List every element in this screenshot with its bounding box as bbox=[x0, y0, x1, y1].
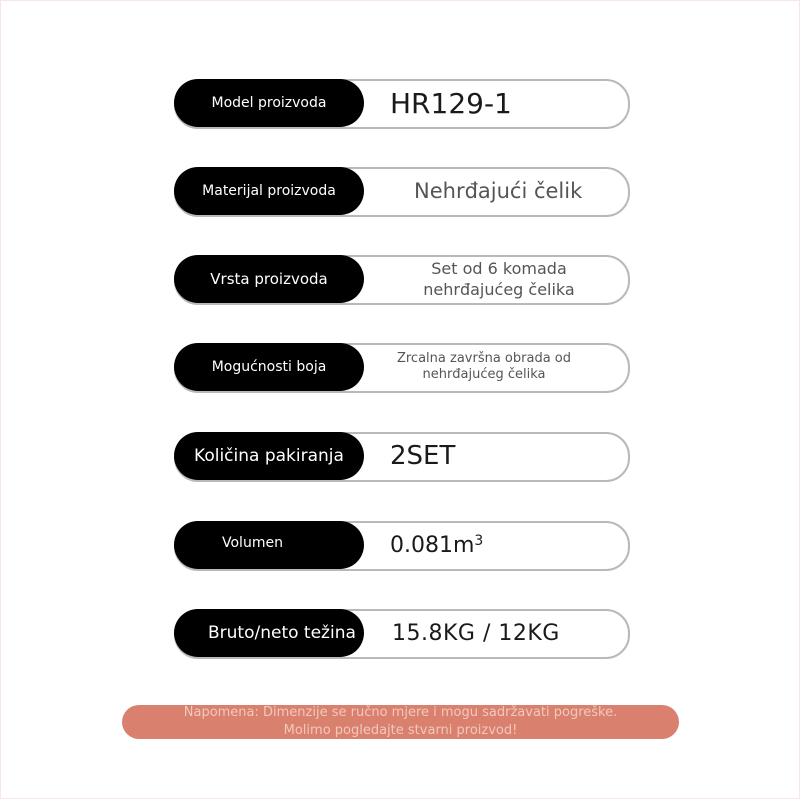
spec-label-weight: Bruto/neto težina bbox=[174, 609, 364, 657]
spec-label-type: Vrsta proizvoda bbox=[174, 255, 364, 303]
spec-value-colors: Zrcalna završna obrada od nehrđajućeg čelika bbox=[396, 351, 572, 382]
spec-label-volume: Volumen bbox=[174, 521, 364, 569]
disclaimer-banner bbox=[122, 705, 679, 739]
spec-row-material bbox=[174, 167, 628, 215]
spec-value-quantity: 2SET bbox=[390, 441, 456, 471]
spec-label-quantity: Količina pakiranja bbox=[174, 432, 364, 480]
spec-row-colors bbox=[174, 343, 628, 391]
disclaimer-text: Napomena: Dimenzije se ručno mjere i mogu sadržavati pogreške. Molimo pogledajte stvarni proizvod! bbox=[183, 705, 618, 738]
spec-value-weight: 15.8KG / 12KG bbox=[392, 620, 560, 646]
spec-row-type bbox=[174, 255, 628, 303]
spec-label-material: Materijal proizvoda bbox=[174, 167, 364, 215]
spec-label-model: Model proizvoda bbox=[174, 79, 364, 127]
spec-row-model bbox=[174, 79, 628, 127]
spec-row-quantity bbox=[174, 432, 628, 480]
volume-number: 0.081m bbox=[390, 532, 475, 558]
spec-row-volume bbox=[174, 521, 628, 569]
volume-exponent: 3 bbox=[474, 533, 484, 549]
spec-row-weight bbox=[174, 609, 628, 657]
spec-label-colors: Mogućnosti boja bbox=[174, 343, 364, 391]
spec-value-volume bbox=[390, 521, 483, 569]
spec-value-material: Nehrđajući čelik bbox=[414, 179, 583, 203]
spec-value-model: HR129-1 bbox=[390, 86, 512, 120]
spec-value-type: Set od 6 komada nehrđajućeg čelika bbox=[423, 259, 575, 299]
